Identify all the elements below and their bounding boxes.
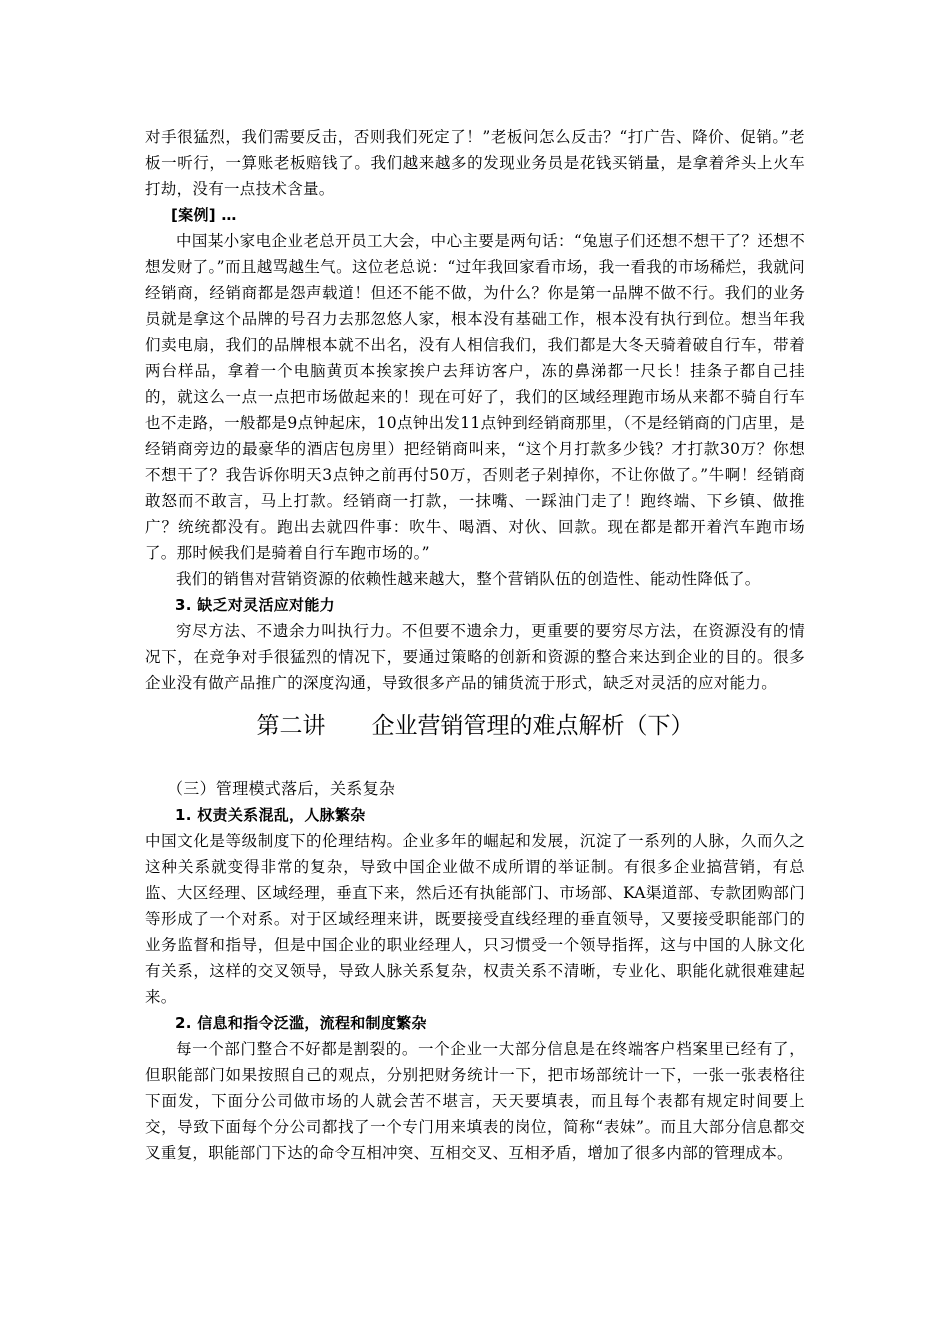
heading-1: 1. 权责关系混乱，人脉繁杂 xyxy=(175,806,366,824)
paragraph-4: 穷尽方法、不遗余力叫执行力。不但要不遗余力，更重要的要穷尽方法，在资源没有的情况下，在竞争对手很猛烈的情况下，要通过策略的创新和资源的整合来达到企业的目的。很多企业没有做产品推广的深度沟通，导致很多产品的铺货流于形式，缺乏对灵活的应对能力。 xyxy=(145,622,805,692)
case-label: [案例] … xyxy=(171,206,237,224)
paragraph-6: 每一个部门整合不好都是割裂的。一个企业一大部分信息是在终端客户档案里已经有了，但职能部门如果按照自己的观点，分别把财务统计一下，把市场部统计一下，一张一张表格往下面发，下面分公司做市场的人就会苦不堪言，天天要填表，而且每个表都有规定时间要上交，导致下面每个分公司都找了一个专门用来填表的岗位，简称“表妹”。而且大部分信息都交叉重复，职能部门下达的命令互相冲突、互相交叉、互相矛盾，增加了很多内部的管理成本。 xyxy=(145,1040,805,1162)
heading-3: 3. 缺乏对灵活应对能力 xyxy=(175,596,335,614)
document-page xyxy=(145,124,805,1166)
heading-2: 2. 信息和指令泛滥，流程和制度繁杂 xyxy=(175,1014,427,1032)
paragraph-3: 我们的销售对营销资源的依赖性越来越大，整个营销队伍的创造性、能动性降低了。 xyxy=(176,570,761,588)
paragraph-1: 对手很猛烈，我们需要反击，否则我们死定了！”老板问怎么反击？“打广告、降价、促销。”老板一听行，一算账老板赔钱了。我们越来越多的发现业务员是花钱买销量，是拿着斧头上火车打劫，没有一点技术含量。 xyxy=(145,128,805,198)
paragraph-5: 中国文化是等级制度下的伦理结构。企业多年的崛起和发展，沉淀了一系列的人脉，久而久之这种关系就变得非常的复杂，导致中国企业做不成所谓的举证制。有很多企业搞营销，有总监、大区经理、区域经理，垂直下来，然后还有执能部门、市场部、KA渠道部、专款团购部门等形成了一个对系。对于区域经理来讲，既要接受直线经理的垂直领导，又要接受职能部门的业务监督和指导，但是中国企业的职业经理人，只习惯受一个领导指挥，这与中国的人脉文化有关系，这样的交叉领导，导致人脉关系复杂，权责关系不清晰，专业化、职能化就很难建起来。 xyxy=(145,832,805,1006)
section-heading: （三）管理模式落后，关系复杂 xyxy=(167,779,396,798)
chapter-title: 第二讲 企业营销管理的难点解析（下） xyxy=(256,713,694,739)
paragraph-2: 中国某小家电企业老总开员工大会，中心主要是两句话：“兔崽子们还想不想干了？还想不想发财了。”而且越骂越生气。这位老总说：“过年我回家看市场，我一看我的市场稀烂，我就问经销商，经销商都是怨声载道！但还不能不做，为什么？你是第一品牌不做不行。我们的业务员就是拿这个品牌的号召力去那忽悠人家，根本没有基础工作，根本没有执行到位。想当年我们卖电扇，我们的品牌根本就不出名，没有人相信我们，我们都是大冬天骑着破自行车，带着两台样品，拿着一个电脑黄页本挨家挨户去拜访客户，冻的鼻涕都一尺长！挂条子都自己挂的，就这么一点一点把市场做起来的！现在可好了，我们的区域经理跑市场从来都不骑自行车也不走路，一般都是9点钟起床，10点钟出发11点钟到经销商那里，（不是经销商的门店里，是经销商旁边的最豪华的酒店包房里）把经销商叫来，“这个月打款多少钱？才打款30万？你想不想干了？我告诉你明天3点钟之前再付50万，否则老子剁掉你，不让你做了。”牛啊！经销商敢怒而不敢言，马上打款。经销商一打款，一抹嘴、一踩油门走了！跑终端、下乡镇、做推广？统统都没有。跑出去就四件事：吹牛、喝酒、对伙、回款。现在都是都开着汽车跑市场了。那时候我们是骑着自行车跑市场的。” xyxy=(145,232,805,562)
